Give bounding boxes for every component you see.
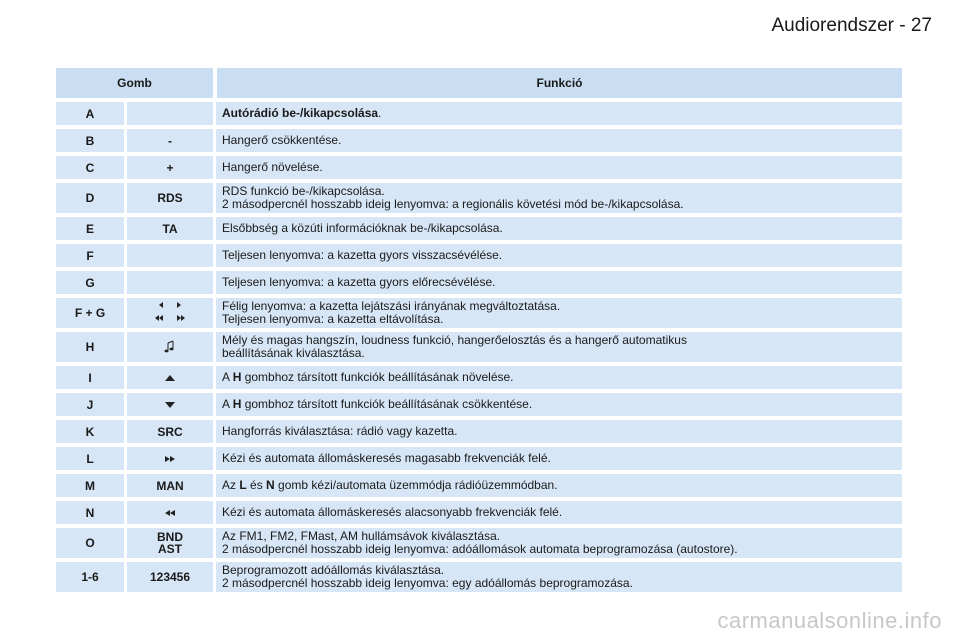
- row-button: [127, 102, 213, 125]
- button-line: BND: [157, 530, 183, 544]
- function-line: 2 másodpercnél hosszabb ideig lenyomva: adóállomások automata beprogramozása (autostore).: [222, 542, 738, 556]
- function-line: 2 másodpercnél hosszabb ideig lenyomva: a regionális követési mód be-/kikapcsolása.: [222, 197, 684, 211]
- row-button: -: [127, 129, 213, 152]
- row-function: [216, 271, 902, 294]
- row-button: [127, 501, 213, 524]
- function-text: és: [246, 478, 267, 492]
- watermark: carmanualsonline.info: [717, 608, 942, 633]
- row-function: [216, 183, 902, 213]
- function-line: beállításának kiválasztása.: [222, 346, 365, 360]
- function-suffix: .: [378, 106, 382, 120]
- row-function: [216, 366, 902, 389]
- function-bold: L: [239, 478, 247, 492]
- table-row: [56, 183, 902, 213]
- function-line: Félig lenyomva: a kazetta lejátszási irányának megváltoztatása.: [222, 299, 561, 313]
- row-button: [127, 366, 213, 389]
- table-row: [56, 217, 902, 240]
- table-row: [56, 474, 902, 497]
- function-line: Mély és magas hangszín, loudness funkció, hangerőelosztás és a hangerő automatikus: [222, 333, 687, 347]
- function-line: RDS funkció be-/kikapcsolása.: [222, 184, 385, 198]
- row-button: +: [127, 156, 213, 179]
- row-key: O: [56, 528, 124, 558]
- function-line: Teljesen lenyomva: a kazetta eltávolítása.: [222, 312, 444, 326]
- row-key: H: [56, 332, 124, 362]
- table-row: [56, 129, 902, 152]
- table-row: [56, 528, 902, 558]
- table-row: [56, 332, 902, 362]
- row-key: J: [56, 393, 124, 416]
- row-button: [127, 244, 213, 267]
- function-line: Elsőbbség a közúti információknak be-/kikapcsolása.: [222, 221, 503, 235]
- row-function: [216, 501, 902, 524]
- row-button: [127, 271, 213, 294]
- row-key: C: [56, 156, 124, 179]
- row-key: B: [56, 129, 124, 152]
- table-row: [56, 366, 902, 389]
- table-row: [56, 102, 902, 125]
- rewind-icon: [163, 509, 177, 517]
- row-key: F + G: [56, 298, 124, 328]
- row-key: F: [56, 244, 124, 267]
- up-arrow-icon: [164, 374, 176, 382]
- row-key: N: [56, 501, 124, 524]
- function-line: Teljesen lenyomva: a kazetta gyors visszacsévélése.: [222, 248, 503, 262]
- row-function: [216, 156, 902, 179]
- table-row: [56, 501, 902, 524]
- row-function: [216, 393, 902, 416]
- function-line: Kézi és automata állomáskeresés alacsonyabb frekvenciák felé.: [222, 505, 563, 519]
- row-key: E: [56, 217, 124, 240]
- row-function: [216, 562, 902, 592]
- function-line: Az FM1, FM2, FMast, AM hullámsávok kiválasztása.: [222, 529, 501, 543]
- table-row: [56, 244, 902, 267]
- row-function: [216, 474, 902, 497]
- button-line: AST: [158, 542, 182, 556]
- table-header: [56, 68, 902, 98]
- function-line: Beprogramozott adóállomás kiválasztása.: [222, 563, 445, 577]
- row-key: A: [56, 102, 124, 125]
- function-text: Az: [222, 478, 240, 492]
- function-line: Hangerő csökkentése.: [222, 133, 342, 147]
- function-line: Teljesen lenyomva: a kazetta gyors előrecsévélése.: [222, 275, 496, 289]
- function-bold-text: Autórádió be-/kikapcsolása: [222, 106, 379, 120]
- row-function: [216, 447, 902, 470]
- row-button: 123456: [127, 562, 213, 592]
- row-button: TA: [127, 217, 213, 240]
- function-table: [56, 68, 902, 596]
- header-function: Funkció: [217, 68, 902, 98]
- row-key: G: [56, 271, 124, 294]
- table-row: [56, 447, 902, 470]
- function-prefix: A: [222, 397, 233, 411]
- row-button: [127, 298, 213, 328]
- function-line: Hangforrás kiválasztása: rádió vagy kazetta.: [222, 424, 458, 438]
- row-key: K: [56, 420, 124, 443]
- table-row: [56, 271, 902, 294]
- table-row: [56, 562, 902, 592]
- left-right-arrow-icon: [150, 300, 190, 326]
- down-arrow-icon: [164, 401, 176, 409]
- function-bold: H: [232, 397, 242, 411]
- table-row: [56, 298, 902, 328]
- row-function: [216, 129, 902, 152]
- row-function: [216, 217, 902, 240]
- row-function: [216, 528, 902, 558]
- function-bold: H: [232, 370, 242, 384]
- function-line: 2 másodpercnél hosszabb ideig lenyomva: egy adóállomás beprogramozása.: [222, 576, 633, 590]
- table-row: [56, 156, 902, 179]
- row-button: [127, 528, 213, 558]
- row-key: I: [56, 366, 124, 389]
- function-line: Kézi és automata állomáskeresés magasabb frekvenciák felé.: [222, 451, 551, 465]
- music-note-icon: [163, 340, 177, 354]
- row-button: MAN: [127, 474, 213, 497]
- function-suffix: gombhoz társított funkciók beállításának csökkentése.: [241, 397, 533, 411]
- row-key: L: [56, 447, 124, 470]
- fast-forward-icon: [163, 455, 177, 463]
- row-function: [216, 298, 902, 328]
- row-button: SRC: [127, 420, 213, 443]
- row-key: D: [56, 183, 124, 213]
- row-function: [216, 332, 902, 362]
- row-function: [216, 244, 902, 267]
- row-function: [216, 420, 902, 443]
- row-key: 1-6: [56, 562, 124, 592]
- row-button: [127, 393, 213, 416]
- function-prefix: A: [222, 370, 233, 384]
- row-button: [127, 332, 213, 362]
- header-button: Gomb: [56, 68, 213, 98]
- row-function: [216, 102, 902, 125]
- function-bold: N: [266, 478, 275, 492]
- table-row: [56, 393, 902, 416]
- function-line: Hangerő növelése.: [222, 160, 323, 174]
- table-row: [56, 420, 902, 443]
- row-button: RDS: [127, 183, 213, 213]
- row-button: [127, 447, 213, 470]
- function-text: gomb kézi/automata üzemmódja rádióüzemmódban.: [274, 478, 558, 492]
- page-title: Audiorendszer - 27: [771, 15, 932, 36]
- row-key: M: [56, 474, 124, 497]
- function-suffix: gombhoz társított funkciók beállításának növelése.: [241, 370, 514, 384]
